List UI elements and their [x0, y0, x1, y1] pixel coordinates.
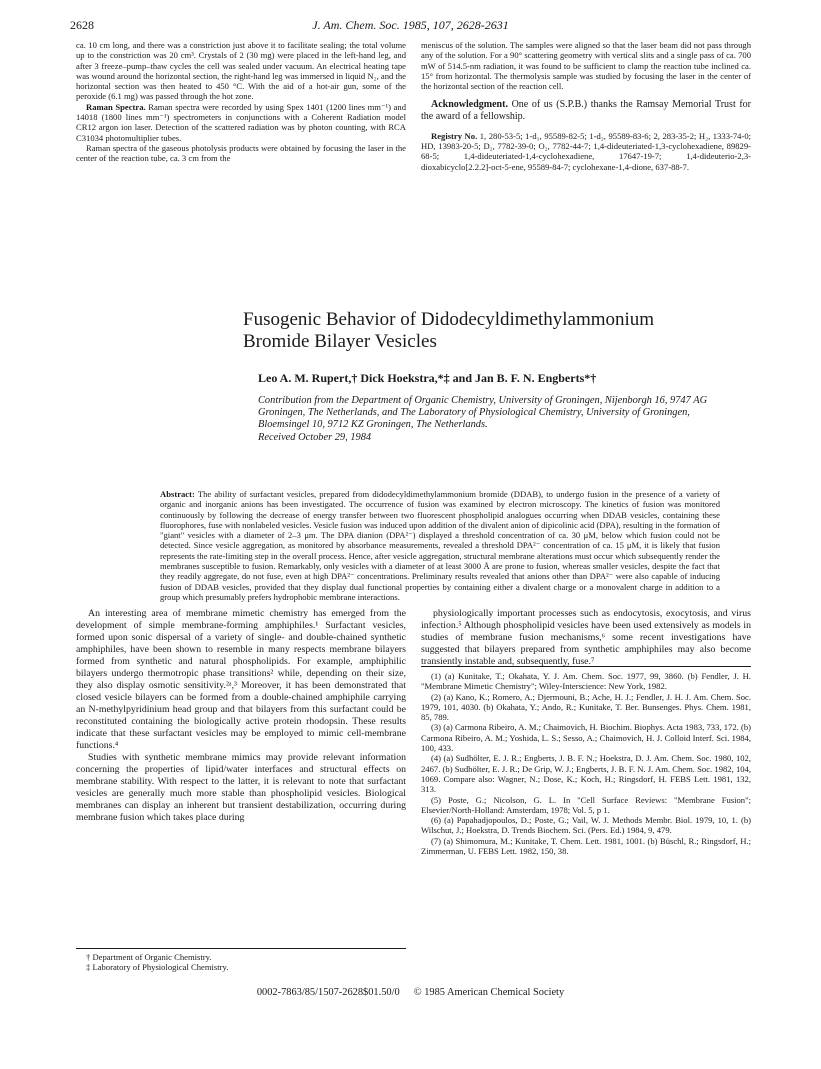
experimental-paragraph: ca. 10 cm long, and there was a constriction just above it to facilitate sealing; the total volume up to the constriction was 20 cm³. Crystals of 2 (30 mg) were placed in the left-hand leg, and after 3 freeze–pump–thaw cycles the cell was sealed under vacuum. An electrical heating tape was wound around the horizontal section, the right-hand leg was immersed in liquid N₂, and the horizontal section was then heated to 450 °C. With the aid of a hot-air gun, some of the peroxide (6.1 mg) was passed through the hot zone. — [76, 40, 406, 102]
raman-heading: Raman Spectra. — [86, 101, 146, 112]
author-footnotes — [76, 948, 406, 973]
body-left-column — [76, 608, 406, 824]
footnote-item: † Department of Organic Chemistry. — [86, 952, 212, 962]
intro-paragraph-2: Studies with synthetic membrane mimics may provide relevant information concerning the properties of lipid/water interfaces and structural effects on membrane stability. With respect to the latter, it is relevant to note that surfactant vesicles are generally much more stable than phospholipid vesicles. Biological membranes can display an inherent but transient destabilization, occurring during membrane fusion which takes place during — [76, 752, 406, 823]
previous-article-left-column — [76, 40, 406, 164]
registry-paragraph — [421, 131, 751, 172]
reference-item: (1) (a) Kunitake, T.; Okahata, Y. J. Am. Chem. Soc. 1977, 99, 3860. (b) Fendler, J. H. "Membrane Mimetic Chemistry"; Wiley-Interscience: New York, 1982. — [421, 671, 751, 692]
reference-item: (7) (a) Shimomura, M.; Kunitake, T. Chem. Lett. 1981, 1001. (b) Büschl, R.; Ringsdorf, H.; Zimmerman, U. FEBS Lett. 1982, 150, 38. — [421, 835, 751, 857]
footnote-item: ‡ Laboratory of Physiological Chemistry. — [86, 962, 229, 973]
received-date: Received October 29, 1984 — [258, 431, 372, 443]
reference-item: (5) Poste, G.; Nicolson, G. L. In "Cell Surface Reviews: "Membrane Fusion"; Elsevier/North-Holland: Amsterdam, 1978; Vol. 5, p 1. — [421, 794, 751, 815]
registry-text: 1, 280-53-5; 1-d₁, 95589-82-5; 1-d₂, 95589-83-6; 2, 283-35-2; H₂, 1333-74-0; HD, 13983-20-5; D₂, 7782-39-0; O₂, 7782-44-7; 1,4-dideuteriated-1,3-cyclohexadiene, 89829-68-5; 1,4-dideuteriated-1,4-cyclohexadiene, 17647-19-7; 1,4-dideuterio-2,3-dioxabicyclo[2.2.2]-oct-5-ene, 95589-84-7; cyclohexane-1,4-dione, 637-88-7. — [421, 130, 751, 172]
acknowledgment-paragraph — [421, 99, 751, 122]
journal-code: 0002-7863/85/1507-2628$01.50/0 — [256, 987, 400, 998]
intro-paragraph-1: An interesting area of membrane mimetic chemistry has emerged from the development of simple membrane-forming amphiphiles.¹ Surfactant vesicles, formed upon sonic dispersal of a variety of single- and double-chained synthetic amphiphiles, have been shown to resemble in many respects membrane bilayers formed from synthetic and natural phospholipids. For example, amphiphilic bilayers undergo thermotropic phase transitions² while, depending on their size, they also display osmotic sensitivity.²ᵃ,³ Moreover, it has been demonstrated that closed vesicle bilayers can be formed from a double-chained amphiphile carrying an N-methylpyridinium head group and that bilayers from this surfactant could be reconstituted containing the biologically active protein rhodopsin. These results indicate that these surfactant vesicles may be employed to mimic cell-membrane functions.⁴ — [76, 608, 406, 751]
meniscus-paragraph: meniscus of the solution. The samples were aligned so that the laser beam did not pass through any of the solution. For a 90° scattering geometry with vertical slits and a single pass of ca. 700 mW of 514.5-nm radiation, it was found to be sufficient to clamp the reaction tube inclined ca. 15° from horizontal. The thermolysis sample was studied by focusing the laser in the center of the horizontal section of the reaction cell. — [421, 40, 751, 92]
journal-citation: J. Am. Chem. Soc. 1985, 107, 2628-2631 — [312, 18, 509, 32]
references-list — [421, 666, 751, 856]
reference-item: (6) (a) Papahadjopoulos, D.; Poste, G.; Vail, W. J. Methods Membr. Biol. 1979, 10, 1. (b) Wilschut, J.; Hoekstra, D. Trends Biochem. Sci. (Pers. Ed.) 1984, 9, 479. — [421, 815, 751, 836]
article-title: Fusogenic Behavior of Didodecyldimethylammonium Bromide Bilayer Vesicles — [243, 309, 655, 352]
article-affiliation — [258, 395, 728, 444]
article-abstract — [160, 489, 720, 602]
intro-paragraph-3: physiologically important processes such as endocytosis, exocytosis, and virus infection.⁵ Although phospholipid vesicles have been used extensively as models in studies of membrane fusion mechanisms,⁶ some recent investigations have suggested that bilayers prepared from synthetic amphiphiles may also become transiently instable and, subsequently, fuse.⁷ — [421, 608, 751, 667]
reference-item: (4) (a) Sudhölter, E. J. R.; Engberts, J. B. F. N.; Hoekstra, D. J. Am. Chem. Soc. 1980, 102, 2467. (b) Sudhölter, E. J. R.; De Grip, W. J.; Engberts, J. B. F. N. J. Am. Chem. Soc. 1982, 104, 1069. Compare also: Wagner, N.; Dose, K.; Koch, H.; Ringsdorf, H. FEBS Lett. 1981, 132, 313. — [421, 753, 751, 795]
raman-paragraph — [76, 102, 406, 143]
acknowledgment-text: One of us (S.P.B.) thanks the Ramsay Memorial Trust for the award of a fellowship. — [421, 99, 751, 123]
reference-item: (3) (a) Carmona Ribeiro, A. M.; Chaimovich, H. Biochim. Biophys. Acta 1983, 733, 172. (b) Carmona Ribeiro, A. M.; Yoshida, L. S.; Sesso, A.; Chaimovich, H. J. Colloid Interf. Sci. 1984, 100, 433. — [421, 722, 751, 754]
acknowledgment-heading: Acknowledgment. — [431, 99, 508, 111]
affiliation-text: Contribution from the Department of Organic Chemistry, University of Groningen, Nijenborgh 16, 9747 AG Groningen, The Netherlands, and The Laboratory of Physiological Chemistry, University of Groningen, Bloemsingel 10, 9712 KZ Groningen, The Netherlands. — [258, 395, 708, 431]
body-right-column — [421, 608, 751, 668]
raman-text: Raman spectra were recorded by using Spex 1401 (1200 lines mm⁻¹) and 14018 (1800 lines mm⁻¹) spectrometers in conjunctions with a Coherent Radiation model CR12 argon ion laser. Detection of the scattered radiation was by photon counting, with RCA C31034 photomultiplier tubes. — [76, 101, 406, 143]
page-footer — [0, 987, 821, 998]
page-number: 2628 — [70, 18, 94, 32]
reference-item: (2) (a) Kano, K.; Romero, A.; Djermouni, B.; Ache, H. J.; Fendler, J. H. J. Am. Chem. Soc. 1979, 101, 4030. (b) Okahata, Y.; Ando, R.; Kunitake, T. Ber. Bunsenges. Phys. Chem. 1981, 85, 789. — [421, 691, 751, 723]
raman-gas-paragraph: Raman spectra of the gaseous photolysis products were obtained by focusing the laser in the center of the reaction tube, ca. 3 cm from the — [76, 142, 406, 164]
abstract-heading: Abstract: — [160, 489, 195, 499]
registry-heading: Registry No. — [431, 130, 478, 141]
previous-article-right-column — [421, 40, 751, 172]
abstract-text: The ability of surfactant vesicles, prepared from didodecyldimethylammonium bromide (DDAB), to undergo fusion in the presence of a variety of organic and inorganic anions has been investigated. The occurrence of fusion was examined by electron microscopy. The kinetics of fusion was monitored continuously by following the decrease of energy transfer between two fluorescent phospholipid analogues occurring when DDAB vesicles, containing these fluorophores, fuse with nonlabeled vesicles. Vesicle fusion was induced upon addition of the divalent anion of dipicolinic acid (DPA), resulting in the formation of "giant" vesicles with a diameter of 2–3 μm. The DPA dianion (DPA²⁻) displayed a threshold concentration of ca. 30 μM, below which fusion could not be detected. Since vesicle aggregation, as monitored by absorbance measurements, revealed a threshold DPA²⁻ concentration of ca. 15 μM, it is likely that fusion represents the rate-limiting step in the overall process. Hence, after vesicle aggregation, structural membrane alterations must occur which subsequently render the membranes susceptible to fusion. Remarkably, only vesicles with a diameter of at least 3000 Å are prone to fusion, whereas smaller vesicles, despite the fact that they readily aggregate, do not fuse, even at high DPA²⁻ concentrations. Preliminary results revealed that anions other than DPA²⁻ were also capable of inducing fusion of DDAB vesicles, provided that they display dual functional properties by containing either a divalent charge or a monovalent charge in addition to a group which presumably prefers hydrophobic membrane interactions. — [160, 489, 720, 602]
article-authors: Leo A. M. Rupert,† Dick Hoekstra,*‡ and Jan B. F. N. Engberts*† — [258, 371, 597, 385]
copyright-notice: © 1985 American Chemical Society — [413, 987, 565, 998]
